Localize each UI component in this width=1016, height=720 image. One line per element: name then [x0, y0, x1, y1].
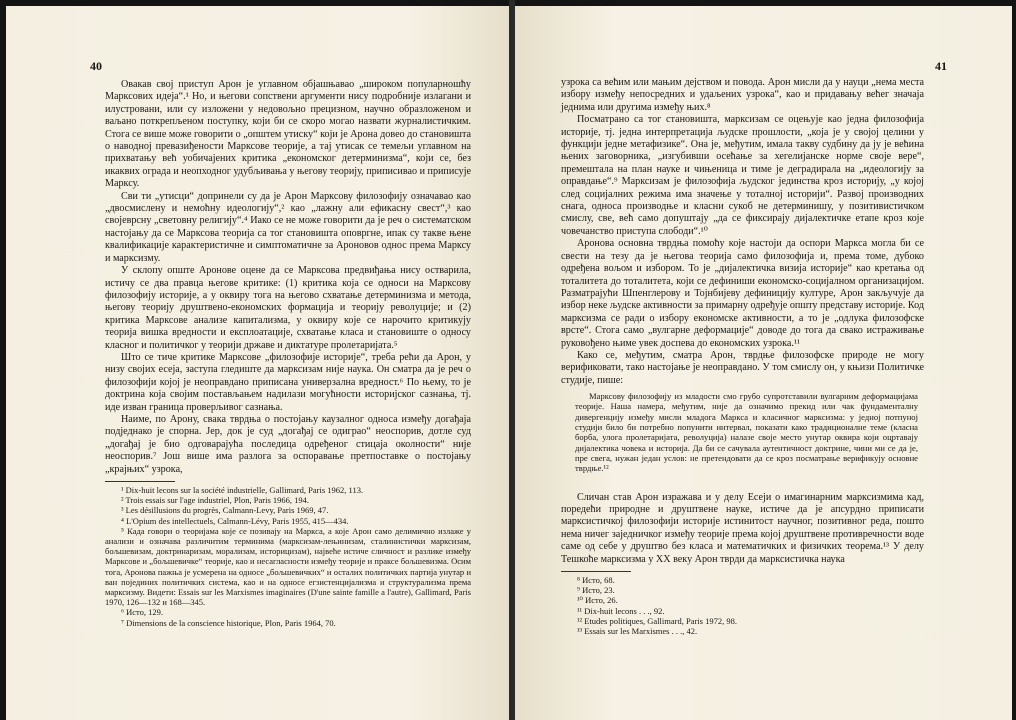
footnote: ² Trois essais sur l'age industriel, Plon, Paris 1966, 194.: [121, 495, 310, 506]
left-page: [6, 6, 509, 720]
footnote: ⁶ Исто, 129.: [121, 607, 163, 618]
paragraph: Сличан став Арон изражава и у делу Есеји о имагинарним марксизмима кад, поредећи природне и друштвене науке, истиче да је апсурдно приписати марксистичкој филозофији историје истинитост научног, позитивног реда, пошто нема ничег заједничког између теорије према којој друштвене противречности воде саме од себе у друштво без класа и математичких и физичких теорема.¹³ У делу Тешкоће марксизма у XX веку Арон тврди да марксистичка наука: [561, 491, 924, 565]
paragraph: Аронова основна тврдња помоћу које настоји да оспори Маркса могла би се свести на тезу да је његова теорија само филозофија и, према томе, дубоко одређена вољом и избором. То је „дијалектичка визија историје“ као кретања од тоталитета до тоталитета, који се дефиниши економско-социјалном организацијом. Разматрајући Шпенглерову и Тојнбијеву дефиницију културе, Арон закључује да избор неке људске активности за примарну одређује општу представу историје. Код марксизма се ради о избору економске активности, а то је „одлука филозофске врсте“. Стога само „вулгарне деформације“ доводе до тога да свако истраживање руковођено њиме увек доспева до економских узрока.¹¹: [561, 238, 924, 349]
footnote-rule: [561, 571, 631, 572]
paragraph: Што се тиче критике Марксове „филозофије историје“, треба рећи да Арон, у низу својих есеја, заступа гледиште да марксизам није наука. Он сматра да је реч о филозофији којој је неоправдано приписана универзална вредност.⁶ По њему, то је доктрина која својим постављањем надилази могућности историјског сазнања, тј. иде изван граница проверљивог сазнања.: [105, 351, 471, 413]
quote-text: Марксову филозофију из младости смо грубо супротставили вулгарним деформацијама теорије. Наша намера, међутим, није да означимо прекид или чак фундаменталну дивергенцију између мисли младога Маркса и класичног марксизма: у једној потпуној студији било би потребно попунити интервал, показати како традиционалне теме (класна борба, улога пролетаријата, револуција) налазе своје место унутар оквира који оцртавају дијалектика човека и историја. Да би се сачувала аутентичност доктрине, чини ми се да је, пре свега, нужан један услов: не претендовати да се кроз посматрање верификују основне тврдње.¹²: [575, 391, 918, 474]
paragraph: Посматрано са тог становишта, марксизам се оцењује као једна филозофија историје, тј. једна интерпретација људске прошлости, „која је у својој целини у функцији једне метафизике“. Она је, међутим, имала такву судбину да ју је већина њених заговорника, „изгубивши осећање за хегелијанске норме своје вере“, премештала на план науке и чињеница и тиме је деградирала на „идеологију за оправдање“.⁹ Марксизам је филозофија људског јединства кроз историју, „у којој след социјалних режима има значење у тоталној историји“. Развој производних снага, односа производње и класни сукоб не детерминишу, у позитивистичком смислу, све, већ само допуштају „да се фиксирају дијалектичке етапе кроз које човечанство приступа слободи“.¹⁰: [561, 114, 924, 237]
spacer: [561, 478, 924, 492]
page-number-left: 40: [90, 59, 102, 73]
paragraph: Сви ти „утисци“ допринели су да је Арон Марксову филозофију означавао као „двосмислену и немоћну идеологију“,² као „лажну али ефикасну свест“,³ као својеврсну „световну религију“.⁴ Иако се не може говорити да је реч о систематском настојању да се Марксова теорија са тог становишта оповргне, ипак су такве њене квалификације карактеристичне и симптоматичне за Ароновов однос према Марксу и марксизму.: [105, 190, 471, 264]
footnote: ⁹ Исто, 23.: [577, 585, 615, 596]
footnote: ³ Les désillusions du progrès, Calmann-Levy, Paris 1969, 47.: [121, 505, 329, 516]
footnote: ¹² Etudes politiques, Gallimard, Paris 1972, 98.: [577, 615, 737, 626]
footnote: ⁴ L'Opium des intellectuels, Calmann-Lévy, Paris 1955, 415—434.: [121, 515, 349, 526]
footnote: ¹¹ Dix-huit lecons . . ., 92.: [577, 605, 665, 616]
paragraph: У склопу опште Аронове оцене да се Марксова предвиђања нису остварила, истичу се два правца његове критике: (1) критика која се односи на Марксову филозофију историје, а у оквиру тога на његово схватање детерминизма и метода, његову теорију друштвено-економских формација и теорију револуције; и (2) критика Марксове анализе капитализма, у оквиру које се нарочито критикују теорија вишка вредности и експлоатације, схватање класа и становиште о односу класног и политичког у теорији државе и диктатуре пролетаријата.⁵: [105, 265, 471, 351]
footnote: ¹ Dix-huit lecons sur la société industrielle, Gallimard, Paris 1962, 113.: [121, 485, 364, 495]
right-body-text: [561, 77, 924, 636]
left-body-text: [105, 79, 471, 628]
right-footnotes: [561, 575, 924, 636]
paragraph: узрока са већим или мањим дејством и повода. Арон мисли да у науци „нема места избору између непосредних и удаљених узрока“, као и придавању већег значаја једнима или другима између њих.⁸: [561, 77, 924, 113]
footnote: ⁵ Када говори о теоријама које се позивају на Маркса, а које Арон само делимично излаже у анализи и означава различитим терминима (марксизам-лењинизам, сталинистички марксизам, бољшевизам, доктринаризам, морализам, историцизам), највеће истиче сличност и разлике између Марксове и „бољшевичке“ теорије, као и несагласности између теорије и праксе бољшевизма. Осим тога, Аронова пажња је усмерена на односе „бољшевичких“ и осталих политичких партија унутар и ван појединих политичких система, као и на односе егзистенцијализма и структурализма према марксизму. Видети: Essais sur les Marxismes imaginaires (D'une sainte famille a l'autre), Gallimard, Paris 1970, 126—132 и 168—345.: [105, 525, 471, 608]
left-footnotes: [105, 485, 471, 628]
footnote: ¹⁰ Исто, 26.: [577, 595, 618, 606]
paragraph: Овакав свој приступ Арон је углавном објашњавао „широком популарношћу Марксових идеја“.¹ Но, и његови сопствени аргументи нису подробније излагани и илустровани, или су изложени у недовољно прецизном, научно образложеном и ваљано поткрепљеном поступку, који би се скоро могао назвати журналистичким. Стога се више може говорити о „општем утиску“ који је Арона довео до становишта о наводној превазиђености Марксове теорије, а тај утисак се темељи углавном на прихватању већ уобичајених критика „економског детерминизма“, који се, без икаквих ограда и неопходног удубљивања у његову теорију, приписивао и приписује Марксу.: [105, 79, 471, 190]
footnote: ⁷ Dimensions de la conscience historique, Plon, Paris 1964, 70.: [121, 617, 336, 628]
footnote-rule: [105, 481, 175, 482]
footnote: ¹³ Essais sur les Marxismes . . ., 42.: [577, 625, 698, 636]
paragraph: Како се, међутим, сматра Арон, тврдње филозофске природе не могу верификовати, тако настојање је неоправдано. У том смислу он, у књизи Политичке студије, пише:: [561, 349, 924, 386]
right-page: [515, 6, 1012, 720]
block-quote: [575, 391, 918, 473]
page-number-right: 41: [935, 59, 947, 73]
footnote: ⁸ Исто, 68.: [577, 574, 615, 585]
paragraph: Наиме, по Арону, свака тврдња о постојању каузалног односа између догађаја подједнако је спорна. Јер, док је суд „догађај се одиграо“ неоспорив, дотле суд „догађај је био одговарајућа последица одређеног стицаја околности“ није неоспорив.⁷ Још више има разлога за оспоравање претпоставке о постојању „крајњих“ узрока,: [105, 413, 471, 475]
